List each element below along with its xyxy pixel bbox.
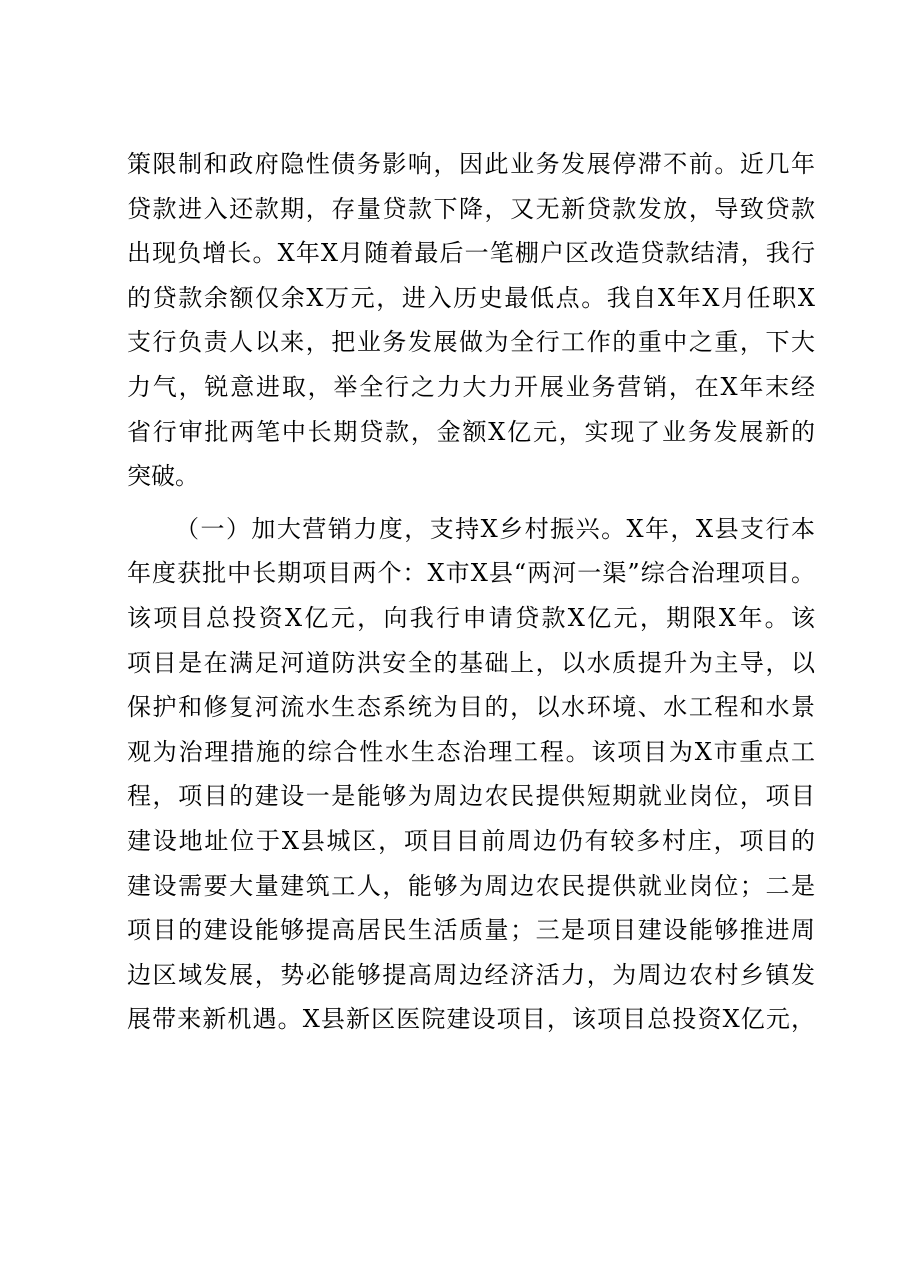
text-line: 程，项目的建设一是能够为周边农民提供短期就业岗位，项目	[127, 782, 815, 811]
text-line: 展带来新机遇。X县新区医院建设项目，该项目总投资X亿元，	[127, 1005, 815, 1034]
text-line: 力气，锐意进取，举全行之力大力开展业务营销，在X年末经	[127, 372, 815, 401]
text-line: 保护和修复河流水生态系统为目的，以水环境、水工程和水景	[127, 693, 815, 722]
text-line: 建设地址位于X县城区，项目目前周边仍有较多村庄，项目的	[127, 826, 815, 855]
text-line: 出现负增长。X年X月随着最后一笔棚户区改造贷款结清，我行	[127, 239, 815, 268]
text-line: 贷款进入还款期，存量贷款下降，又无新贷款发放，导致贷款	[127, 194, 815, 223]
paragraph-spacer	[127, 499, 815, 507]
text-line: 观为治理措施的综合性水生态治理工程。该项目为X市重点工	[127, 737, 815, 766]
paragraph-2	[127, 507, 815, 1042]
text-line: 项目是在满足河道防洪安全的基础上，以水质提升为主导，以	[127, 648, 815, 677]
text-line: （一）加大营销力度，支持X乡村振兴。X年，X县支行本	[175, 514, 815, 543]
text-line: 边区域发展，势必能够提高周边经济活力，为周边农村乡镇发	[127, 960, 815, 989]
text-line: 该项目总投资X亿元，向我行申请贷款X亿元，期限X年。该	[127, 603, 815, 632]
text-line: 的贷款余额仅余X万元，进入历史最低点。我自X年X月任职X	[127, 283, 815, 312]
document-body	[127, 142, 815, 1042]
text-line: 建设需要大量建筑工人，能够为周边农民提供就业岗位；二是	[127, 871, 815, 900]
text-line: 策限制和政府隐性债务影响，因此业务发展停滞不前。近几年	[127, 150, 815, 178]
text-line: 突破。	[127, 462, 199, 491]
text-line: 省行审批两笔中长期贷款，金额X亿元，实现了业务发展新的	[127, 417, 815, 446]
paragraph-1	[127, 142, 815, 499]
text-line: 年度获批中长期项目两个：X市X县“两河一渠”综合治理项目。	[127, 559, 815, 588]
text-line: 支行负责人以来，把业务发展做为全行工作的重中之重，下大	[127, 328, 815, 357]
text-line: 项目的建设能够提高居民生活质量；三是项目建设能够推进周	[127, 916, 815, 945]
